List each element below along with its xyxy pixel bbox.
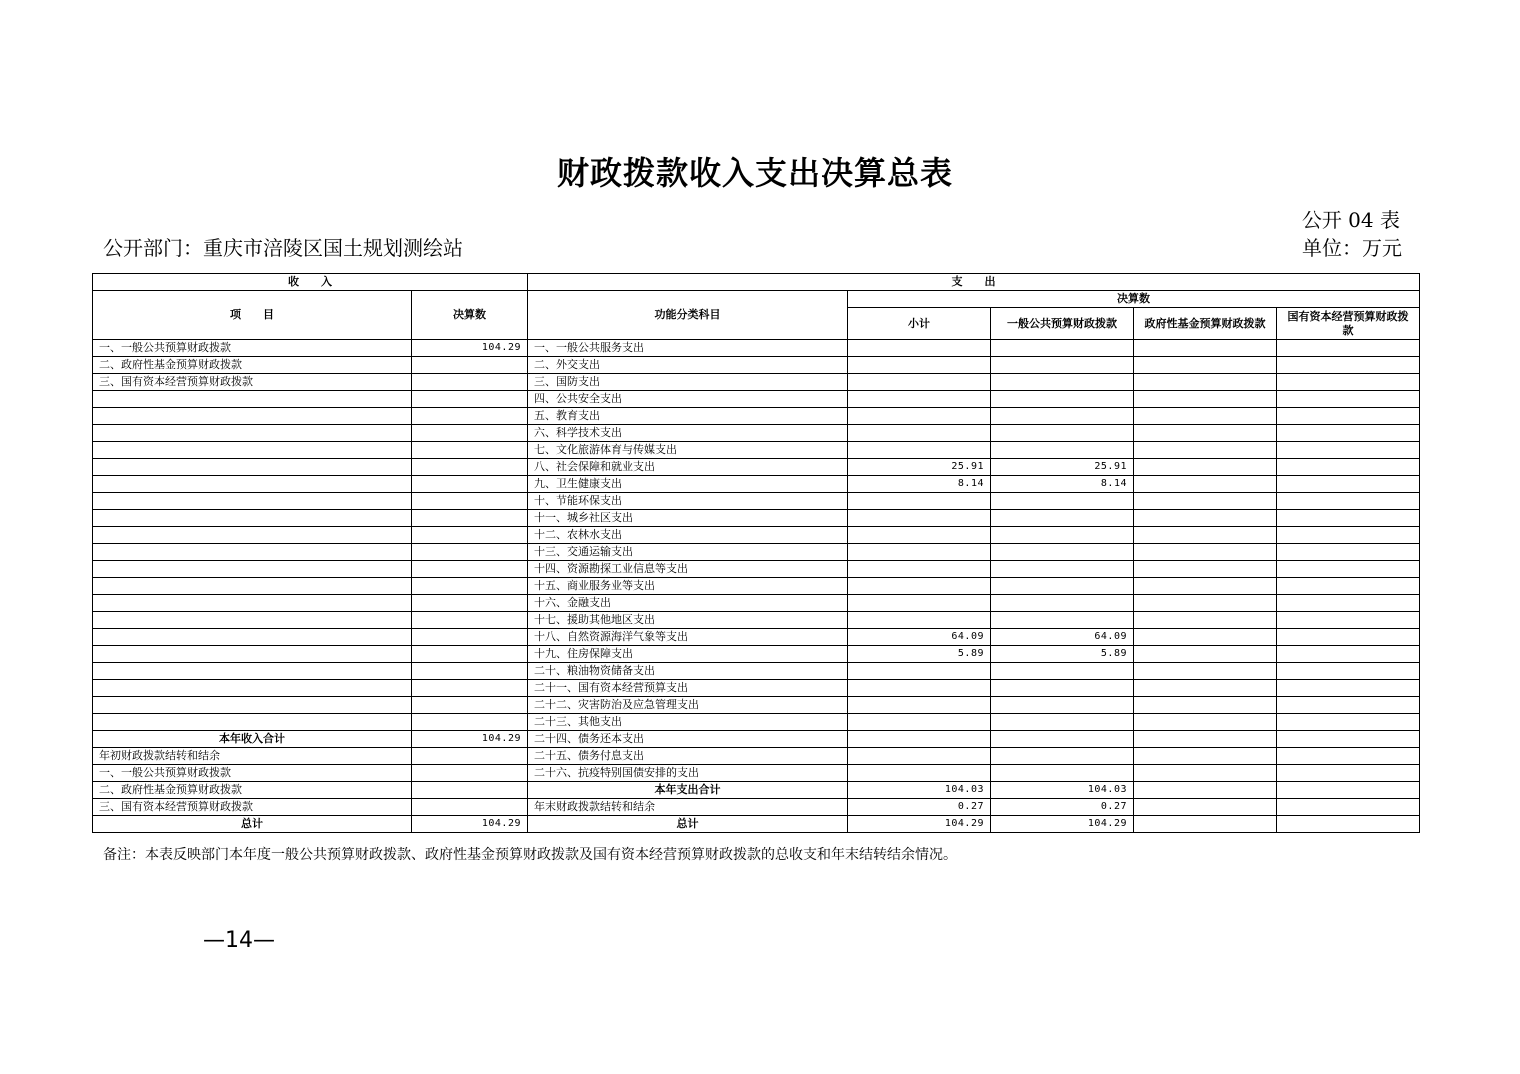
subtotal-cell: 8.14 (848, 476, 991, 493)
income-amount-cell (412, 612, 528, 629)
table-row (93, 680, 1420, 697)
gov-fund-cell (1134, 731, 1277, 748)
gov-fund-cell (1134, 663, 1277, 680)
func-category-cell: 十、节能环保支出 (528, 493, 848, 510)
func-category-cell: 八、社会保障和就业支出 (528, 459, 848, 476)
state-capital-cell (1277, 510, 1420, 527)
func-category-cell: 二十三、其他支出 (528, 714, 848, 731)
state-capital-cell (1277, 748, 1420, 765)
state-capital-cell (1277, 561, 1420, 578)
subtotal-cell (848, 391, 991, 408)
income-item-cell: 二、政府性基金预算财政拨款 (93, 357, 412, 374)
subtotal-cell (848, 493, 991, 510)
general-budget-cell (991, 731, 1134, 748)
income-item-cell (93, 629, 412, 646)
func-category-cell: 十五、商业服务业等支出 (528, 578, 848, 595)
state-capital-cell (1277, 442, 1420, 459)
gov-fund-cell (1134, 578, 1277, 595)
general-budget-cell: 104.29 (991, 816, 1134, 833)
state-capital-cell (1277, 799, 1420, 816)
func-category-cell: 六、科学技术支出 (528, 425, 848, 442)
state-capital-cell (1277, 374, 1420, 391)
income-item-cell (93, 408, 412, 425)
state-capital-cell (1277, 612, 1420, 629)
income-item-cell (93, 697, 412, 714)
item-header: 项 目 (93, 291, 412, 340)
income-item-cell: 二、政府性基金预算财政拨款 (93, 782, 412, 799)
func-category-cell: 二十五、债务付息支出 (528, 748, 848, 765)
income-amount-cell: 104.29 (412, 731, 528, 748)
func-category-cell: 四、公共安全支出 (528, 391, 848, 408)
func-category-cell: 二十二、灾害防治及应急管理支出 (528, 697, 848, 714)
gov-fund-cell (1134, 544, 1277, 561)
income-amount-cell (412, 748, 528, 765)
income-item-cell (93, 646, 412, 663)
gov-fund-cell (1134, 408, 1277, 425)
income-amount-cell (412, 374, 528, 391)
general-budget-cell (991, 595, 1134, 612)
gov-fund-cell (1134, 629, 1277, 646)
func-category-cell: 二十四、债务还本支出 (528, 731, 848, 748)
subtotal-cell: 104.03 (848, 782, 991, 799)
state-capital-cell (1277, 765, 1420, 782)
income-item-cell (93, 425, 412, 442)
gov-fund-cell (1134, 782, 1277, 799)
general-budget-cell (991, 425, 1134, 442)
income-amount-cell (412, 799, 528, 816)
func-category-cell: 十九、住房保障支出 (528, 646, 848, 663)
table-row (93, 357, 1420, 374)
income-item-cell (93, 561, 412, 578)
gov-fund-cell (1134, 680, 1277, 697)
gov-fund-cell (1134, 476, 1277, 493)
state-capital-cell (1277, 697, 1420, 714)
func-category-cell: 十二、农林水支出 (528, 527, 848, 544)
budget-table (92, 273, 1420, 833)
income-item-cell (93, 476, 412, 493)
final-amount-header: 决算数 (848, 291, 1420, 308)
subtotal-cell (848, 765, 991, 782)
func-category-cell: 五、教育支出 (528, 408, 848, 425)
state-capital-cell (1277, 357, 1420, 374)
state-capital-cell (1277, 527, 1420, 544)
income-item-cell (93, 391, 412, 408)
general-budget-cell (991, 340, 1134, 357)
table-row (93, 612, 1420, 629)
subtotal-cell (848, 510, 991, 527)
table-row (93, 765, 1420, 782)
gov-fund-cell (1134, 510, 1277, 527)
func-category-cell: 二十、粮油物资储备支出 (528, 663, 848, 680)
general-budget-cell (991, 527, 1134, 544)
general-budget-cell (991, 442, 1134, 459)
subtotal-cell (848, 374, 991, 391)
income-amount-cell: 104.29 (412, 340, 528, 357)
income-item-cell (93, 663, 412, 680)
gov-fund-cell (1134, 646, 1277, 663)
subtotal-cell (848, 578, 991, 595)
general-budget-header: 一般公共预算财政拨款 (991, 308, 1134, 340)
table-row (93, 663, 1420, 680)
general-budget-cell: 5.89 (991, 646, 1134, 663)
func-category-cell: 十八、自然资源海洋气象等支出 (528, 629, 848, 646)
income-amount-cell (412, 714, 528, 731)
income-item-cell: 一、一般公共预算财政拨款 (93, 340, 412, 357)
func-category-cell: 二十六、抗疫特别国债安排的支出 (528, 765, 848, 782)
table-row (93, 714, 1420, 731)
state-capital-cell (1277, 629, 1420, 646)
subtotal-cell (848, 561, 991, 578)
general-budget-cell (991, 561, 1134, 578)
table-row (93, 799, 1420, 816)
gov-fund-cell (1134, 374, 1277, 391)
table-row (93, 748, 1420, 765)
subtotal-cell: 64.09 (848, 629, 991, 646)
func-category-cell: 总计 (528, 816, 848, 833)
func-category-cell: 十四、资源勘探工业信息等支出 (528, 561, 848, 578)
gov-fund-cell (1134, 357, 1277, 374)
table-row (93, 476, 1420, 493)
general-budget-cell (991, 697, 1134, 714)
table-row (93, 459, 1420, 476)
state-capital-cell (1277, 782, 1420, 799)
income-item-cell (93, 493, 412, 510)
general-budget-cell (991, 493, 1134, 510)
department-label: 公开部门：重庆市涪陵区国土规划测绘站 (103, 236, 463, 260)
subtotal-cell: 104.29 (848, 816, 991, 833)
expense-header: 支 出 (528, 274, 1420, 291)
general-budget-cell: 25.91 (991, 459, 1134, 476)
income-item-cell (93, 680, 412, 697)
general-budget-cell (991, 578, 1134, 595)
table-row (93, 425, 1420, 442)
func-category-cell: 十六、金融支出 (528, 595, 848, 612)
gov-fund-cell (1134, 459, 1277, 476)
gov-fund-cell (1134, 612, 1277, 629)
gov-fund-cell (1134, 493, 1277, 510)
table-row (93, 391, 1420, 408)
general-budget-cell (991, 544, 1134, 561)
table-body (93, 340, 1420, 833)
general-budget-cell (991, 680, 1134, 697)
general-budget-cell (991, 408, 1134, 425)
state-capital-cell (1277, 595, 1420, 612)
income-amount-cell (412, 697, 528, 714)
income-item-cell (93, 595, 412, 612)
income-item-cell: 三、国有资本经营预算财政拨款 (93, 799, 412, 816)
func-category-cell: 二、外交支出 (528, 357, 848, 374)
income-amount-cell (412, 459, 528, 476)
general-budget-cell (991, 374, 1134, 391)
income-amount-cell (412, 442, 528, 459)
form-number: 公开 04 表 (1301, 208, 1400, 232)
subtotal-cell (848, 612, 991, 629)
table-row (93, 374, 1420, 391)
gov-fund-cell (1134, 714, 1277, 731)
subtotal-header: 小计 (848, 308, 991, 340)
subtotal-cell (848, 442, 991, 459)
subtotal-cell: 0.27 (848, 799, 991, 816)
gov-fund-cell (1134, 561, 1277, 578)
subtotal-cell (848, 680, 991, 697)
state-capital-cell (1277, 646, 1420, 663)
page-number: —14— (203, 928, 275, 953)
subtotal-cell (848, 408, 991, 425)
income-header: 收 入 (93, 274, 528, 291)
table-row (93, 493, 1420, 510)
table-row (93, 816, 1420, 833)
subtotal-cell (848, 527, 991, 544)
income-item-cell (93, 527, 412, 544)
income-amount-cell (412, 680, 528, 697)
func-category-cell: 二十一、国有资本经营预算支出 (528, 680, 848, 697)
income-amount-cell (412, 527, 528, 544)
state-capital-cell (1277, 459, 1420, 476)
gov-fund-cell (1134, 340, 1277, 357)
general-budget-cell (991, 510, 1134, 527)
gov-fund-header: 政府性基金预算财政拨款 (1134, 308, 1277, 340)
gov-fund-cell (1134, 765, 1277, 782)
income-amount-cell (412, 663, 528, 680)
subtotal-cell (848, 748, 991, 765)
func-category-cell: 一、一般公共服务支出 (528, 340, 848, 357)
gov-fund-cell (1134, 442, 1277, 459)
state-capital-cell (1277, 408, 1420, 425)
table-row (93, 544, 1420, 561)
gov-fund-cell (1134, 816, 1277, 833)
footnote: 备注：本表反映部门本年度一般公共预算财政拨款、政府性基金预算财政拨款及国有资本经营预算财政拨款的总收支和年末结转结余情况。 (103, 847, 957, 863)
general-budget-cell (991, 357, 1134, 374)
income-item-cell: 年初财政拨款结转和结余 (93, 748, 412, 765)
income-amount-cell (412, 782, 528, 799)
table-row (93, 629, 1420, 646)
func-category-cell: 九、卫生健康支出 (528, 476, 848, 493)
state-capital-cell (1277, 391, 1420, 408)
table-row (93, 527, 1420, 544)
general-budget-cell (991, 748, 1134, 765)
subtotal-cell (848, 595, 991, 612)
func-category-cell: 十三、交通运输支出 (528, 544, 848, 561)
table-row (93, 697, 1420, 714)
general-budget-cell: 64.09 (991, 629, 1134, 646)
table-row (93, 510, 1420, 527)
table-row (93, 578, 1420, 595)
income-item-cell (93, 442, 412, 459)
income-amount-cell: 104.29 (412, 816, 528, 833)
income-amount-cell (412, 391, 528, 408)
subtotal-cell (848, 714, 991, 731)
func-category-header: 功能分类科目 (528, 291, 848, 340)
general-budget-cell (991, 391, 1134, 408)
subtotal-cell (848, 663, 991, 680)
state-capital-cell (1277, 663, 1420, 680)
state-capital-cell (1277, 340, 1420, 357)
income-item-cell: 总计 (93, 816, 412, 833)
state-capital-cell (1277, 425, 1420, 442)
income-amount-cell (412, 493, 528, 510)
subtotal-cell (848, 544, 991, 561)
table-row (93, 782, 1420, 799)
general-budget-cell (991, 612, 1134, 629)
general-budget-cell: 104.03 (991, 782, 1134, 799)
gov-fund-cell (1134, 748, 1277, 765)
subtotal-cell: 25.91 (848, 459, 991, 476)
income-amount-cell (412, 425, 528, 442)
general-budget-cell (991, 663, 1134, 680)
general-budget-cell (991, 765, 1134, 782)
func-category-cell: 三、国防支出 (528, 374, 848, 391)
income-item-cell: 一、一般公共预算财政拨款 (93, 765, 412, 782)
gov-fund-cell (1134, 391, 1277, 408)
state-capital-cell (1277, 476, 1420, 493)
state-capital-cell (1277, 680, 1420, 697)
income-item-cell: 本年收入合计 (93, 731, 412, 748)
general-budget-cell (991, 714, 1134, 731)
state-capital-cell (1277, 544, 1420, 561)
income-item-cell (93, 612, 412, 629)
subtotal-cell (848, 340, 991, 357)
state-capital-cell (1277, 578, 1420, 595)
table-row (93, 646, 1420, 663)
income-item-cell: 三、国有资本经营预算财政拨款 (93, 374, 412, 391)
income-amount-cell (412, 578, 528, 595)
unit-label: 单位：万元 (1302, 236, 1402, 260)
income-amount-cell (412, 510, 528, 527)
general-budget-cell: 0.27 (991, 799, 1134, 816)
gov-fund-cell (1134, 595, 1277, 612)
page-title: 财政拨款收入支出决算总表 (556, 154, 953, 192)
income-amount-header: 决算数 (412, 291, 528, 340)
table-row (93, 442, 1420, 459)
state-capital-cell (1277, 816, 1420, 833)
func-category-cell: 本年支出合计 (528, 782, 848, 799)
gov-fund-cell (1134, 425, 1277, 442)
state-capital-cell (1277, 714, 1420, 731)
func-category-cell: 十七、援助其他地区支出 (528, 612, 848, 629)
func-category-cell: 七、文化旅游体育与传媒支出 (528, 442, 848, 459)
func-category-cell: 年末财政拨款结转和结余 (528, 799, 848, 816)
table-row (93, 340, 1420, 357)
subtotal-cell: 5.89 (848, 646, 991, 663)
table-row (93, 561, 1420, 578)
state-capital-cell (1277, 731, 1420, 748)
income-item-cell (93, 544, 412, 561)
income-item-cell (93, 510, 412, 527)
state-capital-header: 国有资本经营预算财政拨款 (1277, 308, 1420, 340)
income-amount-cell (412, 561, 528, 578)
income-item-cell (93, 459, 412, 476)
income-amount-cell (412, 476, 528, 493)
table-row (93, 408, 1420, 425)
general-budget-cell: 8.14 (991, 476, 1134, 493)
income-item-cell (93, 714, 412, 731)
income-amount-cell (412, 595, 528, 612)
income-amount-cell (412, 408, 528, 425)
income-amount-cell (412, 357, 528, 374)
income-item-cell (93, 578, 412, 595)
state-capital-cell (1277, 493, 1420, 510)
subtotal-cell (848, 697, 991, 714)
table-row (93, 731, 1420, 748)
income-amount-cell (412, 765, 528, 782)
income-amount-cell (412, 646, 528, 663)
gov-fund-cell (1134, 697, 1277, 714)
gov-fund-cell (1134, 527, 1277, 544)
subtotal-cell (848, 425, 991, 442)
subtotal-cell (848, 357, 991, 374)
func-category-cell: 十一、城乡社区支出 (528, 510, 848, 527)
income-amount-cell (412, 544, 528, 561)
gov-fund-cell (1134, 799, 1277, 816)
income-amount-cell (412, 629, 528, 646)
table-row (93, 595, 1420, 612)
subtotal-cell (848, 731, 991, 748)
